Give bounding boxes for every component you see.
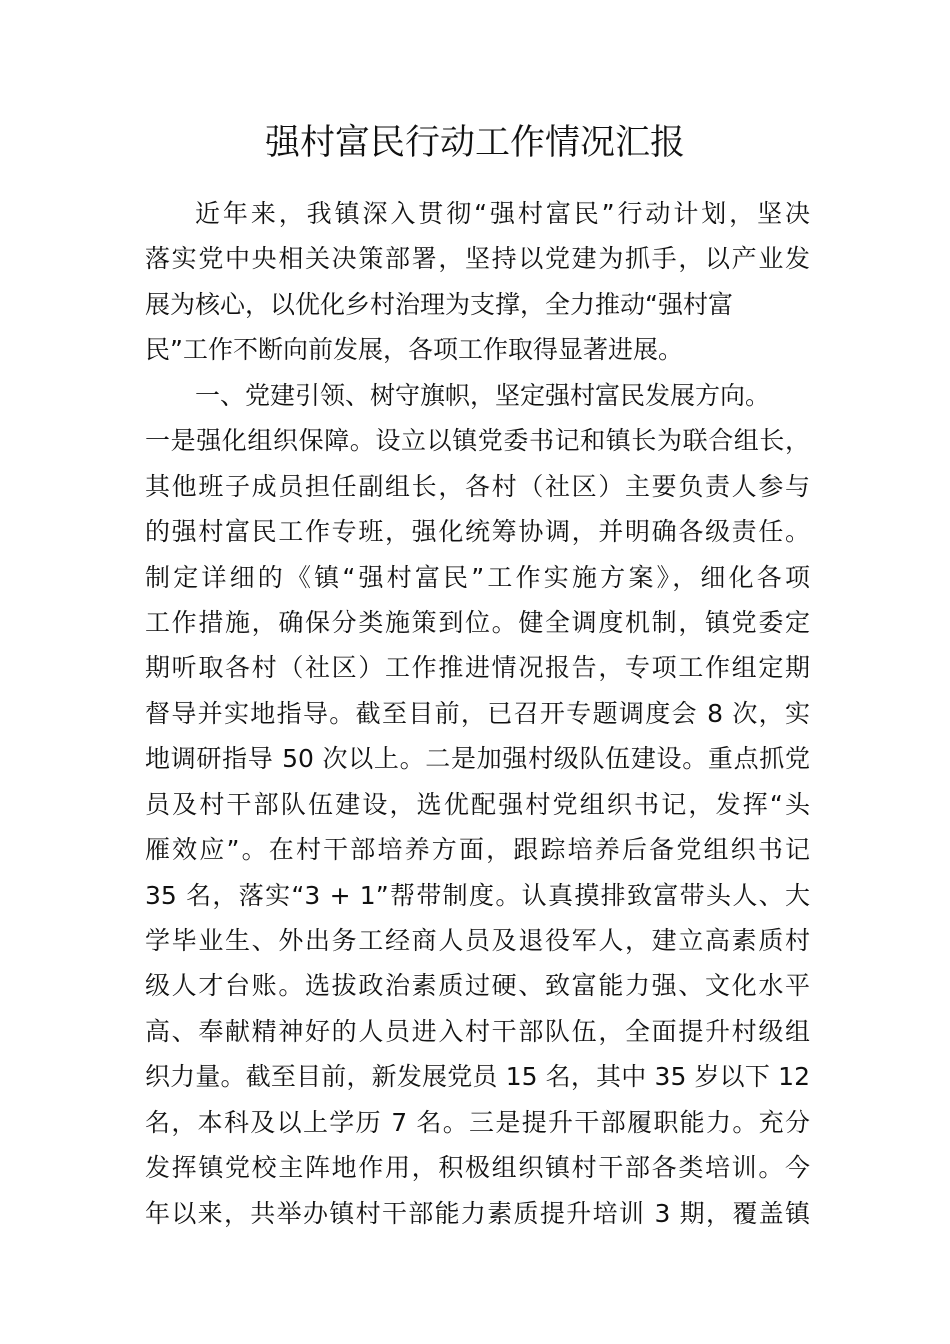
body-text-line: 的强村富民工作专班，强化统筹协调，并明确各级责任。: [145, 517, 810, 547]
body-text-line: 民”工作不断向前发展，各项工作取得显著进展。: [145, 335, 683, 365]
body-text-line: 35 名，落实“3 + 1”帮带制度。认真摸排致富带头人、大: [145, 880, 810, 910]
body-text-line: 工作措施，确保分类施策到位。健全调度机制，镇党委定: [145, 607, 810, 637]
body-text-line: 高、奉献精神好的人员进入村干部队伍，全面提升村级组: [145, 1016, 810, 1046]
body-text-line: 近年来，我镇深入贯彻“强村富民”行动计划，坚决: [195, 199, 810, 228]
body-text-line: 督导并实地指导。截至目前，已召开专题调度会 8 次，实: [145, 698, 810, 728]
body-text-line: 学毕业生、外出务工经商人员及退役军人，建立高素质村: [145, 926, 810, 955]
body-text-line: 级人才台账。选拔政治素质过硬、致富能力强、文化水平: [145, 971, 810, 1001]
body-text-line: 雁效应”。在村干部培养方面，跟踪培养后备党组织书记: [145, 835, 810, 865]
document-body: [145, 191, 810, 1236]
body-text-line: 其他班子成员担任副组长，各村（社区）主要负责人参与: [145, 471, 810, 501]
document-title: 强村富民行动工作情况汇报: [264, 123, 685, 163]
body-text-line: 落实党中央相关决策部署，坚持以党建为抓手，以产业发: [145, 244, 810, 274]
body-text-line: 一、党建引领、树守旗帜，坚定强村富民发展方向。: [195, 380, 771, 410]
body-text-line: 织力量。截至目前，新发展党员 15 名，其中 35 岁以下 12: [145, 1062, 810, 1092]
body-text-line: 地调研指导 50 次以上。二是加强村级队伍建设。重点抓党: [145, 744, 810, 774]
body-text-line: 年以来，共举办镇村干部能力素质提升培训 3 期，覆盖镇: [145, 1198, 810, 1228]
body-text-line: 期听取各村（社区）工作推进情况报告，专项工作组定期: [145, 653, 810, 683]
body-text-line: 制定详细的《镇“强村富民”工作实施方案》，细化各项: [145, 562, 810, 592]
body-text-line: 发挥镇党校主阵地作用，积极组织镇村干部各类培训。今: [145, 1153, 810, 1183]
body-text-line: 一是强化组织保障。设立以镇党委书记和镇长为联合组长，: [145, 426, 810, 456]
body-text-line: 员及村干部队伍建设，选优配强村党组织书记，发挥“头: [145, 789, 810, 819]
body-text-line: 展为核心，以优化乡村治理为支撑，全力推动“强村富: [145, 289, 733, 319]
body-text-line: 名，本科及以上学历 7 名。三是提升干部履职能力。充分: [145, 1107, 810, 1137]
